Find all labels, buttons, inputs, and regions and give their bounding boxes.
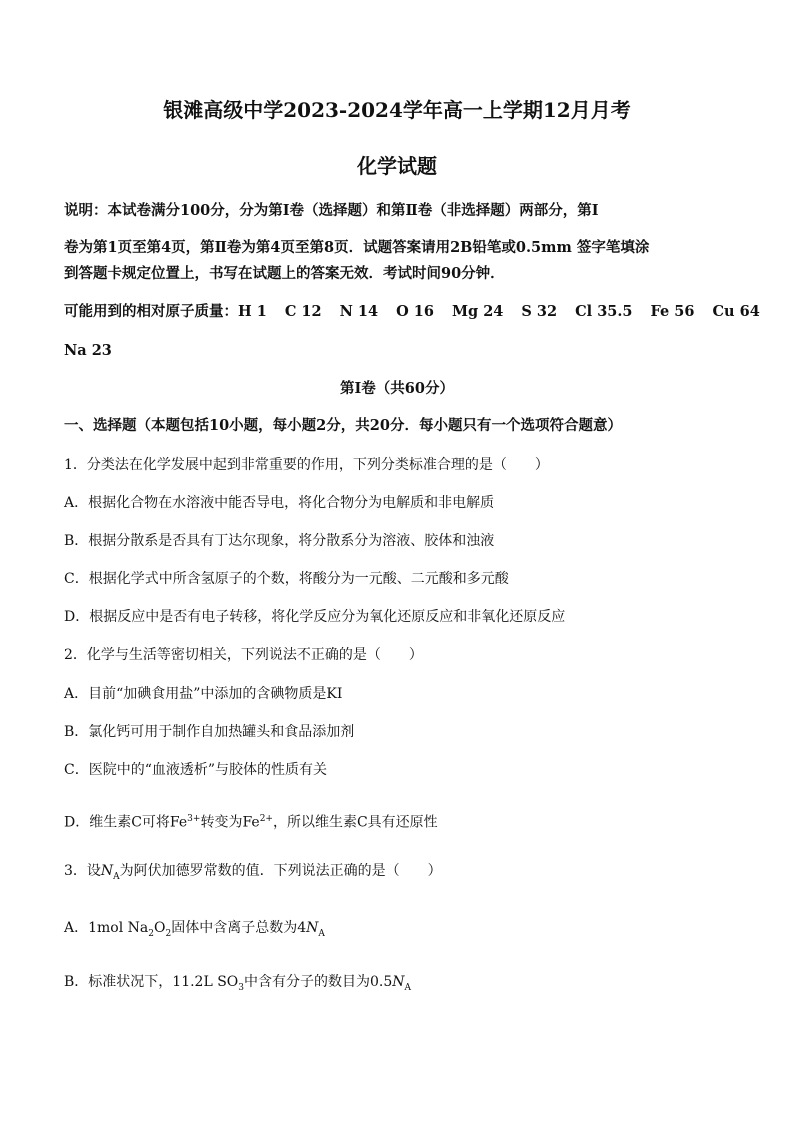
mass-item: O 16 <box>396 303 434 320</box>
question-3-stem: 3．设$N_A$为阿伏加德罗常数的值．下列说法正确的是（ ） <box>64 863 442 882</box>
mass-item: Fe 56 <box>650 303 695 320</box>
question-3-option-b: B．标准状况下，11.2L $SO_3$中含有分子的数目为$0.5N_A$ <box>64 974 412 993</box>
exam-subtitle: 化学试题 <box>357 154 437 178</box>
section-heading: 一、选择题（本题包括10小题，每小题2分，共20分．每小题只有一个选项符合题意） <box>64 417 622 434</box>
atomic-mass-label: 可能用到的相对原子质量： <box>64 303 238 320</box>
atomic-mass-line <box>64 302 760 322</box>
mass-item: S 32 <box>521 303 558 320</box>
mass-item: H 1 <box>238 303 267 320</box>
question-3-option-a: A．1mol $Na_2O_2$固体中含离子总数为$4N_A$ <box>64 920 325 939</box>
question-1-stem: 1．分类法在化学发展中起到非常重要的作用，下列分类标准合理的是（ ） <box>64 457 549 473</box>
question-2-option-d: D．维生素C可将$Fe^{3+}$转变为$Fe^{2+}$，所以维生素C具有还原性 <box>64 814 438 831</box>
instructions-line-3: 到答题卡规定位置上，书写在试题上的答案无效．考试时间90分钟． <box>64 265 505 282</box>
question-1-option-c: C．根据化学式中所含氢原子的个数，将酸分为一元酸、二元酸和多元酸 <box>64 571 509 587</box>
question-2-option-c: C．医院中的“血液透析”与胶体的性质有关 <box>64 762 328 778</box>
question-2-stem: 2．化学与生活等密切相关，下列说法不正确的是（ ） <box>64 647 423 663</box>
instructions-line-1: 说明：本试卷满分100分，分为第Ⅰ卷（选择题）和第Ⅱ卷（非选择题）两部分，第Ⅰ <box>64 202 599 219</box>
exam-title: 银滩高级中学2023-2024学年高一上学期12月月考 <box>163 98 631 122</box>
question-1-option-d: D．根据反应中是否有电子转移，将化学反应分为氧化还原反应和非氧化还原反应 <box>64 609 566 625</box>
question-1-option-a: A．根据化合物在水溶液中能否导电，将化合物分为电解质和非电解质 <box>64 495 495 511</box>
question-2-option-b: B．氯化钙可用于制作自加热罐头和食品添加剂 <box>64 724 355 740</box>
mass-item: Mg 24 <box>451 303 504 320</box>
instructions-line-2: 卷为第1页至第4页，第Ⅱ卷为第4页至第8页．试题答案请用2B铅笔或0.5mm 签字笔填涂 <box>64 239 650 256</box>
mass-item: Cl 35.5 <box>575 303 633 320</box>
atomic-mass-extra: Na 23 <box>64 342 112 359</box>
part1-heading: 第Ⅰ卷（共60分） <box>340 380 454 397</box>
question-2-option-a: A．目前“加碘食用盐”中添加的含碘物质是KI <box>64 686 343 702</box>
mass-item: N 14 <box>339 303 379 320</box>
question-1-option-b: B．根据分散系是否具有丁达尔现象，将分散系分为溶液、胶体和浊液 <box>64 533 495 549</box>
mass-item: C 12 <box>284 303 322 320</box>
mass-item: Cu 64 <box>712 303 760 320</box>
